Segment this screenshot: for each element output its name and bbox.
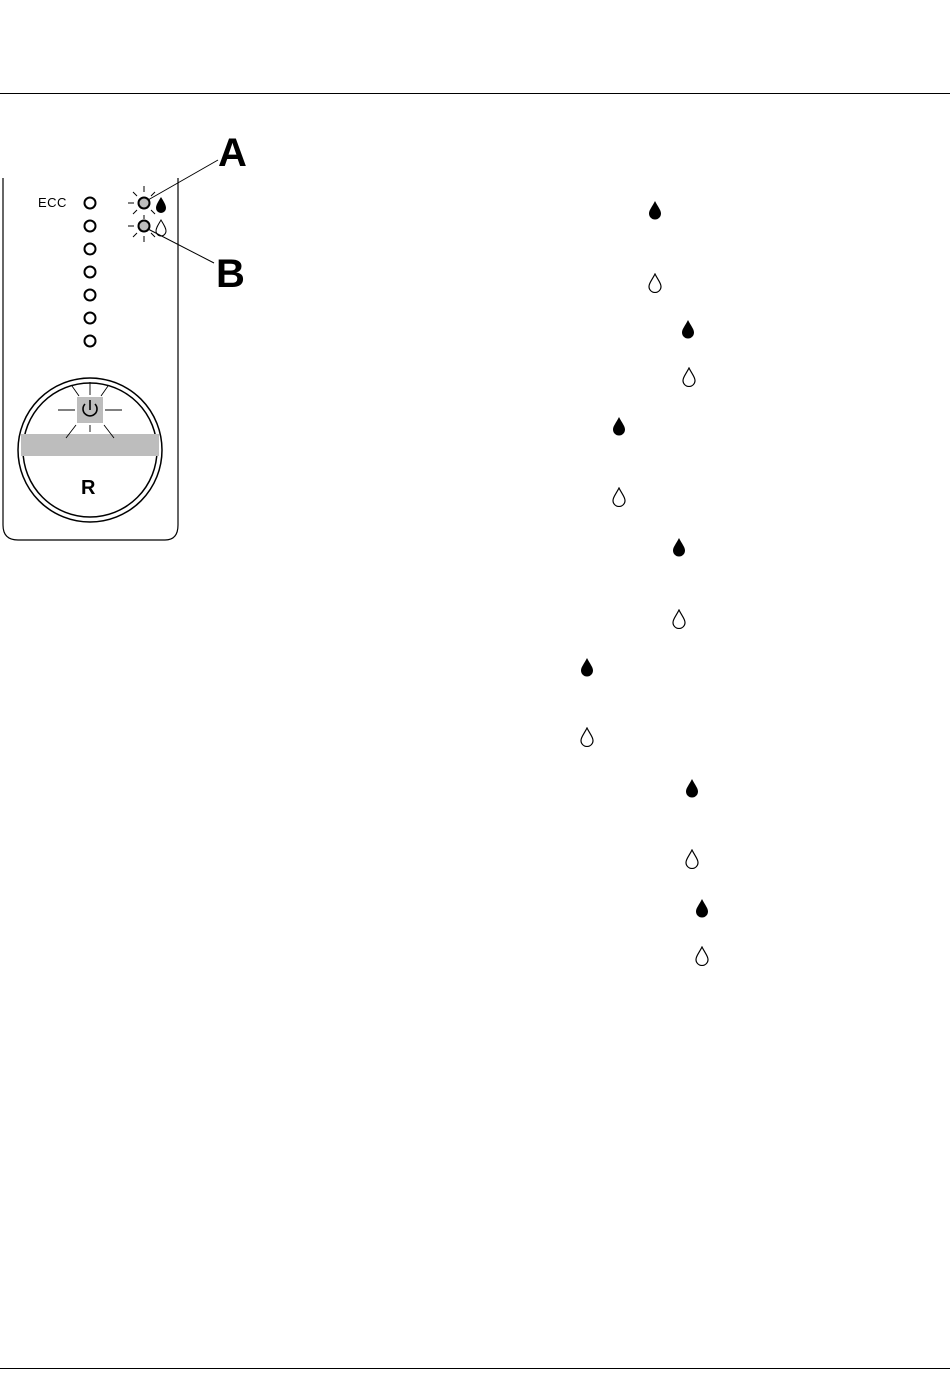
led-column — [85, 198, 96, 347]
callout-b-label: B — [216, 252, 245, 296]
drop-full-icon — [611, 416, 627, 436]
knob-band — [21, 434, 159, 456]
drop-full-icon — [156, 197, 166, 213]
led-5 — [85, 290, 96, 301]
callout-a-label: A — [218, 131, 247, 175]
led-7 — [85, 336, 96, 347]
drop-full-icon — [680, 319, 696, 339]
drop-full-icon — [694, 898, 710, 918]
indicator-a — [128, 186, 166, 219]
drop-empty-icon — [684, 849, 700, 869]
drop-empty-icon — [579, 727, 595, 747]
drop-full-icon — [671, 537, 687, 557]
drop-full-icon — [647, 200, 663, 220]
power-knob — [18, 378, 162, 522]
control-panel-illustration — [0, 120, 260, 550]
led-ecc — [85, 198, 96, 209]
drop-full-icon — [579, 657, 595, 677]
led-3 — [85, 244, 96, 255]
ecc-label: ECC — [38, 195, 67, 210]
drop-full-icon — [684, 778, 700, 798]
drop-empty-icon — [611, 487, 627, 507]
reset-label: R — [81, 477, 96, 499]
leader-b — [148, 229, 214, 263]
drop-empty-icon — [647, 273, 663, 293]
footer-rule — [0, 1368, 950, 1369]
led-2 — [85, 221, 96, 232]
led-4 — [85, 267, 96, 278]
drop-empty-icon — [681, 367, 697, 387]
header-rule — [0, 93, 950, 94]
indicator-b — [128, 220, 166, 242]
drop-empty-icon — [671, 609, 687, 629]
drop-empty-icon — [694, 946, 710, 966]
leader-a — [148, 160, 218, 200]
led-6 — [85, 313, 96, 324]
